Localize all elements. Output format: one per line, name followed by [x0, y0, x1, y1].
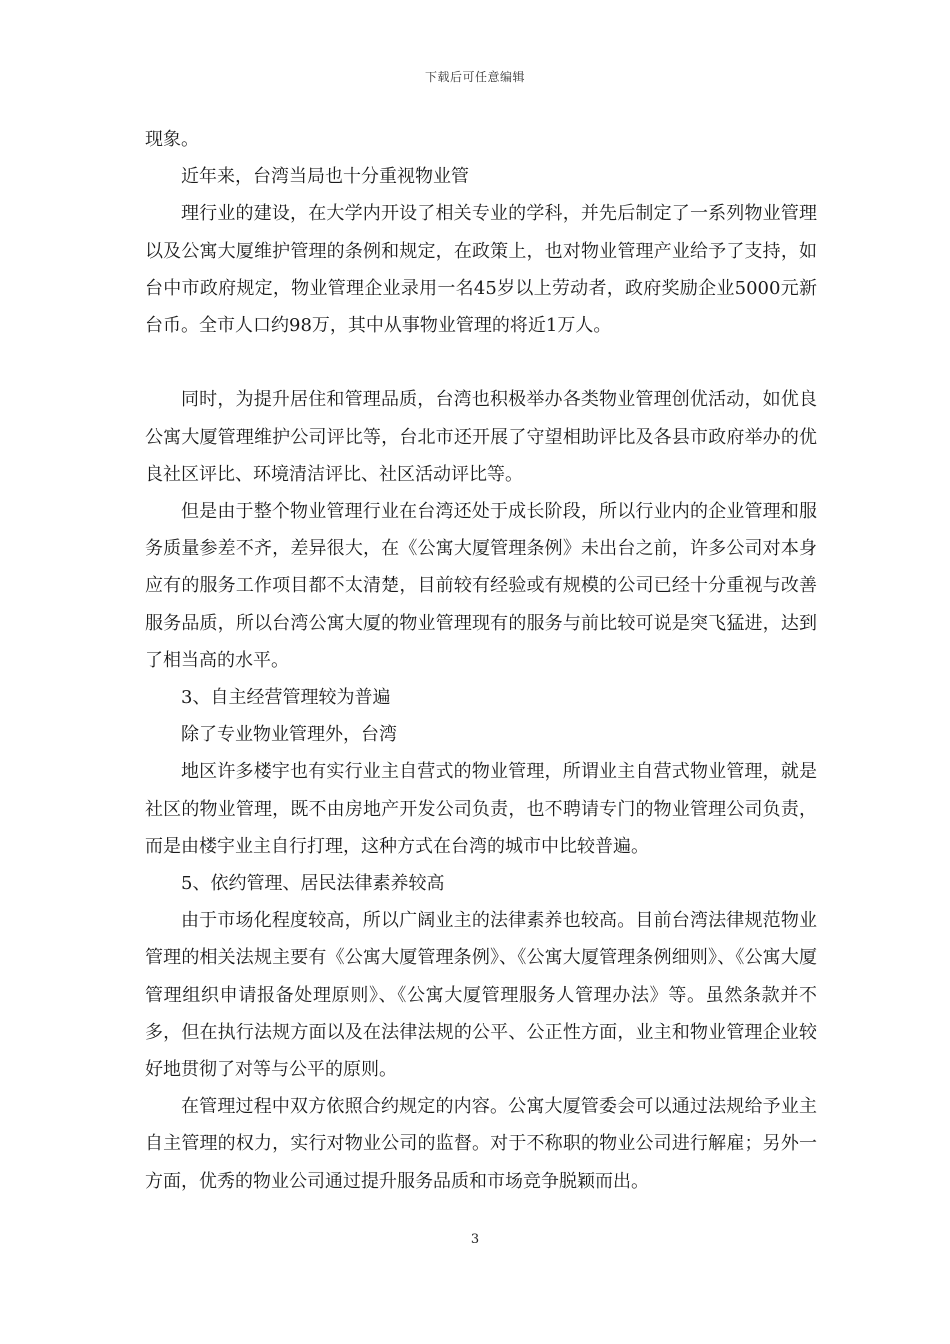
paragraph: 在管理过程中双方依照合约规定的内容。公寓大厦管委会可以通过法规给予业主自主管理的权力，实行对物业公司的监督。对于不称职的物业公司进行解雇；另外一方面，优秀的物业公司通过提升服务品质和市场竞争脱颖而出。 — [145, 1096, 817, 1192]
paragraph: 由于市场化程度较高，所以广阔业主的法律素养也较高。目前台湾法律规范物业管理的相关法规主要有《公寓大厦管理条例》、《公寓大厦管理条例细则》、《公寓大厦管理组织申请报备处理原则》、《公寓大厦管理服务人管理办法》等。虽然条款并不多，但在执行法规方面以及在法律法规的公平、公正性方面，业主和物业管理企业较好地贯彻了对等与公平的原则。 — [145, 910, 817, 1081]
paragraph: 理行业的建设，在大学内开设了相关专业的学科，并先后制定了一系列物业管理以及公寓大厦维护管理的条例和规定，在政策上，也对物业管理产业给予了支持，如台中市政府规定，物业管理企业录用一名45岁以上劳动者，政府奖励企业5000元新台币。全市人口约98万，其中从事物业管理的将近1万人。 — [145, 203, 817, 337]
blank-line — [145, 344, 817, 381]
paragraph: 除了专业物业管理外，台湾 — [181, 724, 397, 746]
section-heading: 3、自主经营管理较为普遍 — [181, 687, 391, 709]
paragraph: 地区许多楼宇也有实行业主自营式的物业管理，所谓业主自营式物业管理，就是社区的物业管理，既不由房地产开发公司负责，也不聘请专门的物业管理公司负责，而是由楼宇业主自行打理，这种方式在台湾的城市中比较普遍。 — [145, 761, 817, 857]
section-heading: 5、依约管理、居民法律素养较高 — [181, 873, 445, 895]
paragraph-continuation: 现象。 — [145, 129, 199, 150]
page-number: 3 — [470, 1232, 480, 1247]
page-header: 下载后可任意编辑 — [424, 70, 525, 84]
paragraph: 但是由于整个物业管理行业在台湾还处于成长阶段，所以行业内的企业管理和服务质量参差不齐，差异很大，在《公寓大厦管理条例》未出台之前，许多公司对本身应有的服务工作项目都不太清楚，目前较有经验或有规模的公司已经十分重视与改善服务品质，所以台湾公寓大厦的物业管理现有的服务与前比较可说是突飞猛进，达到了相当高的水平。 — [145, 501, 817, 671]
document-body — [145, 121, 817, 1200]
paragraph: 同时，为提升居住和管理品质，台湾也积极举办各类物业管理创优活动，如优良公寓大厦管理维护公司评比等，台北市还开展了守望相助评比及各县市政府举办的优良社区评比、环境清洁评比、社区活动评比等。 — [145, 389, 817, 485]
paragraph: 近年来，台湾当局也十分重视物业管 — [181, 166, 469, 188]
